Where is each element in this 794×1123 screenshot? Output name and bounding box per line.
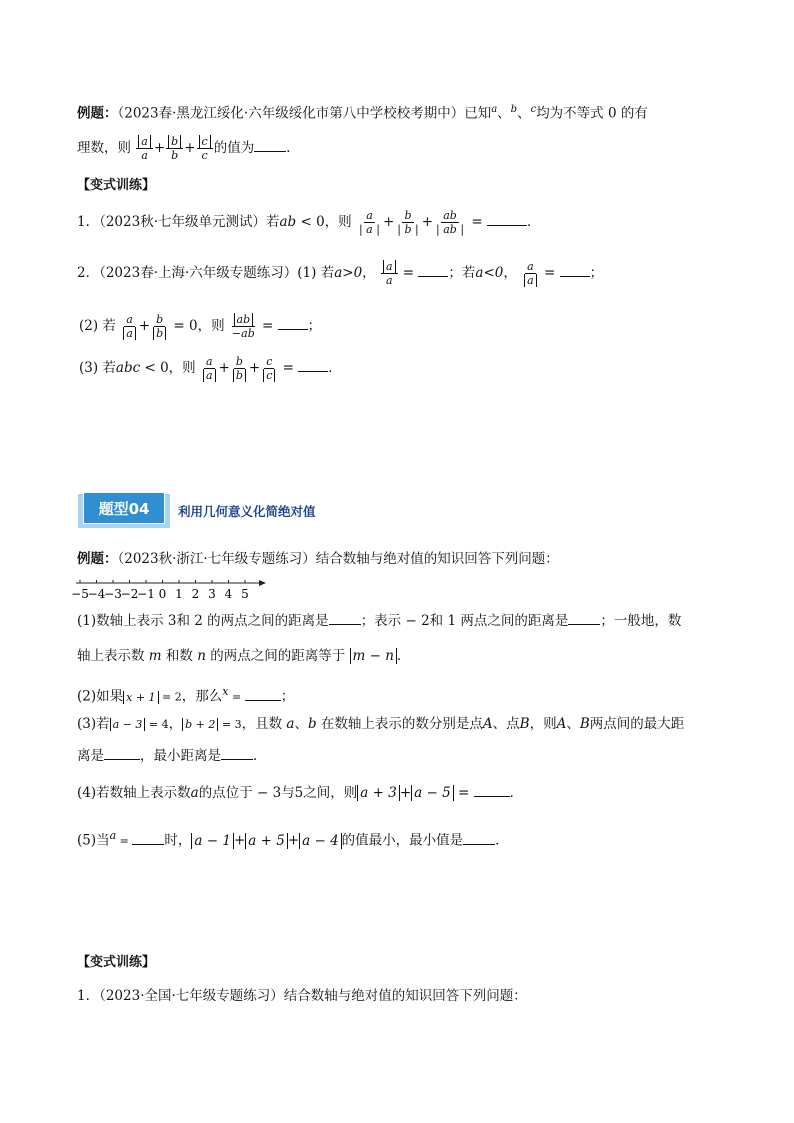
variant-heading: 【变式训练】 (77, 178, 156, 193)
end-mark: ； (589, 265, 604, 281)
q1-d: ；一般地，数 (600, 613, 682, 629)
v2-p3-rel: < 0，则 (140, 360, 196, 376)
frac-abs-c-over-c: $\frac{c}{c}$ (197, 135, 213, 162)
axis-tick-label: 3 (208, 587, 216, 601)
answer-blank (298, 357, 328, 372)
answer-blank (254, 137, 286, 152)
axis-tick-label: −5 (71, 587, 89, 601)
q3-d: ，则 (529, 716, 557, 732)
example-label: 例题： (77, 551, 118, 567)
frac-a-over-abs-a: $\frac{a}{a}$ (121, 313, 138, 340)
answer-blank (245, 686, 281, 701)
variant1: 1．（2023秋·七年级单元测试）若ab < 0，则 $\frac{a}{| a |}$ + $\frac{b}{| b |}$ + $\frac{ab}{| ab |}$ = ． (77, 209, 541, 236)
v2-p2-eq: = 0，则 (169, 318, 225, 334)
var-a: a (491, 104, 498, 115)
v2-mid: ；若 (448, 265, 476, 281)
axis-tick-label: −4 (87, 587, 106, 601)
answer-blank (487, 211, 527, 226)
example-source: （2023春·黑龙江绥化·六年级绥化市第八中学校校考期中）已知 (117, 105, 492, 122)
answer-blank (221, 745, 253, 760)
axis-tick-label: −1 (137, 587, 155, 601)
v1-text: 1．（2023秋·七年级单元测试）若 (77, 214, 280, 230)
q1-f: 和数 (165, 648, 193, 664)
example-tail: 均为不等式 0 的有 (536, 105, 648, 122)
axis-tick-label: 5 (241, 587, 249, 601)
q3-h: ． (253, 748, 267, 764)
q3-line1: (3)若 a − 3 = 4， b + 2 = 3，且数 a、b 在数轴上表示的数分别是点A、点B，则A、B两点间的最大距 (77, 716, 685, 732)
example1-line2: 理数，则 $\frac{a}{a}$ + $\frac{b}{b}$ + $\frac{c}{c}$ 的值为 ． (77, 135, 300, 162)
end-mark: ． (286, 140, 300, 156)
frac-abs-a-over-a: $\frac{a}{a}$ (136, 135, 153, 162)
v2-p2-label: (2) 若 (79, 318, 116, 334)
number-line (71, 575, 274, 603)
variant2-question: 1．（2023·全国·七年级专题练习）结合数轴与绝对值的知识回答下列问题： (77, 988, 527, 1004)
q5-b: 时， (164, 832, 192, 849)
axis-arrow (259, 580, 266, 586)
answer-blank (474, 782, 510, 797)
sep: 、 (497, 105, 511, 122)
q3-b: ，且数 (241, 716, 283, 732)
v1-rel: < 0 (296, 214, 325, 230)
sep: 、 (517, 105, 531, 122)
q1-h: ． (396, 648, 411, 664)
answer-blank (132, 830, 164, 845)
axis-tick-label: −2 (120, 587, 139, 601)
q1-a: (1)数轴上表示 3和 2 的两点之间的距离是 (77, 613, 329, 629)
frac-ab-over-abs-ab: $\frac{ab}{| ab |}$ (436, 209, 465, 236)
example-label: 例题： (77, 105, 118, 122)
axis-tick-label: −3 (104, 587, 122, 601)
variant2-part2: (2) 若 $\frac{a}{a}$ + $\frac{b}{b}$ = 0，则 $\frac{ab}{-ab}$ = ； (79, 313, 322, 340)
q4-d: ． (509, 785, 524, 801)
example2-intro (77, 548, 724, 570)
q5-c: 的值最小，最小值是 (341, 832, 464, 849)
end-mark: ； (307, 318, 322, 334)
var-c: c (530, 104, 537, 115)
variant2-part1: 2．（2023春·上海·六年级专题练习）(1) 若a>0， $\frac{a}{a}$ = ；若a<0， $\frac{a}{a}$ = ； (77, 260, 604, 287)
example2-source: （2023秋·浙江·七年级专题练习）结合数轴与绝对值的知识回答下列问题： (117, 551, 559, 567)
axis-tick-label: 4 (224, 587, 233, 601)
q2-line: (2)如果 x + 1 = 2，那么$^x$ = ； (77, 685, 295, 705)
v2-p3-label: (3) 若 (79, 360, 116, 376)
v1-cond: ab (279, 214, 297, 230)
q2-b: ，那么 (181, 688, 223, 705)
example1-line1 (77, 99, 724, 125)
q4-a: (4)若数轴上表示数 (77, 785, 191, 801)
v2-text: 2．（2023春·上海·六年级专题练习）(1) 若 (77, 265, 335, 281)
section-badge (78, 492, 170, 528)
frac-b-over-abs-b: $\frac{b}{b}$ (231, 355, 248, 382)
q3-c: 在数轴上表示的数分别是点 (320, 716, 483, 732)
q2-a: (2)如果 (77, 688, 124, 705)
answer-blank (568, 610, 600, 625)
q3-g: ，最小距离是 (140, 748, 221, 764)
frac-abs-b-over-b: $\frac{b}{b}$ (166, 135, 183, 162)
variant2-part3: (3) 若abc < 0，则 $\frac{a}{a}$ + $\frac{b}{b}$ + $\frac{c}{c}$ = ． (79, 355, 342, 382)
q1-g: 的两点之间的距离等于 (210, 648, 346, 664)
q2-c: ； (280, 688, 295, 705)
frac-a-over-abs-a: $\frac{a}{a}$ (201, 355, 218, 382)
q4-b: 的点位于 (198, 785, 253, 801)
q3-a: (3)若 (77, 716, 110, 732)
q1-e: 轴上表示数 (77, 648, 145, 664)
v2-p3-cond: abc (115, 360, 141, 376)
q3-f: 离是 (77, 748, 104, 764)
q4-line: (4)若数轴上表示数a的点位于 − 3与5之间，则 a + 3 + a − 5 = ． (77, 782, 724, 804)
answer-blank (560, 262, 590, 277)
v1-eq: = (467, 214, 487, 230)
frac-abs-a-over-a: $\frac{a}{a}$ (381, 260, 398, 287)
answer-blank (278, 315, 308, 330)
axis-tick-label: 2 (191, 587, 200, 601)
var-b: b (510, 104, 518, 115)
variant-heading-2: 【变式训练】 (77, 955, 156, 970)
example-line2-suffix: 的值为 (213, 140, 255, 156)
frac-c-over-abs-c: $\frac{c}{c}$ (261, 355, 277, 382)
answer-blank (463, 830, 495, 845)
q1-c: 和 1 两点之间的距离是 (429, 613, 569, 629)
v1-then: ，则 (324, 214, 352, 230)
q3-line2 (77, 745, 724, 767)
frac-b-over-abs-b: $\frac{b}{b}$ (151, 313, 168, 340)
frac-b-over-abs-b: $\frac{b}{| b |}$ (397, 209, 419, 236)
section-title: 利用几何意义化简绝对值 (178, 504, 316, 519)
axis-tick-label: 0 (158, 587, 167, 601)
q5-line: (5)当$^a$ = 时， a − 1 + a + 5 + a − 4 的值最小，最小值是 ． (77, 829, 509, 849)
frac-a-over-abs-a: $\frac{a}{a}$ (522, 260, 539, 287)
end-mark: ． (328, 360, 342, 376)
q3-e: 两点间的最大距 (589, 716, 685, 732)
v2-cond1: a>0 (334, 265, 363, 281)
frac-abs-ab-over-neg-ab: $\frac{ab}{-ab}$ (231, 313, 255, 340)
frac-a-over-abs-a: $\frac{a}{| a |}$ (358, 209, 380, 236)
badge-label: 题型04 (83, 492, 165, 524)
q5-d: ． (495, 832, 509, 849)
q1-b: ；表示 (360, 613, 402, 629)
answer-blank (104, 745, 140, 760)
v2-cond2: a<0 (475, 265, 504, 281)
q4-c: 之间，则 (303, 785, 358, 801)
q1-line2: 轴上表示数 m 和数 n 的两点之间的距离等于 m − n ． (77, 648, 411, 664)
example-line2-prefix: 理数，则 (77, 140, 131, 156)
end-mark: ． (526, 214, 541, 230)
q1-line1: (1)数轴上表示 3和 2 的两点之间的距离是 ；表示 − 2和 1 两点之间的距离是 ；一般地，数 (77, 610, 724, 632)
answer-blank (418, 262, 448, 277)
answer-blank (329, 610, 361, 625)
q5-a: (5)当 (77, 832, 110, 849)
axis-tick-label: 1 (175, 587, 183, 601)
